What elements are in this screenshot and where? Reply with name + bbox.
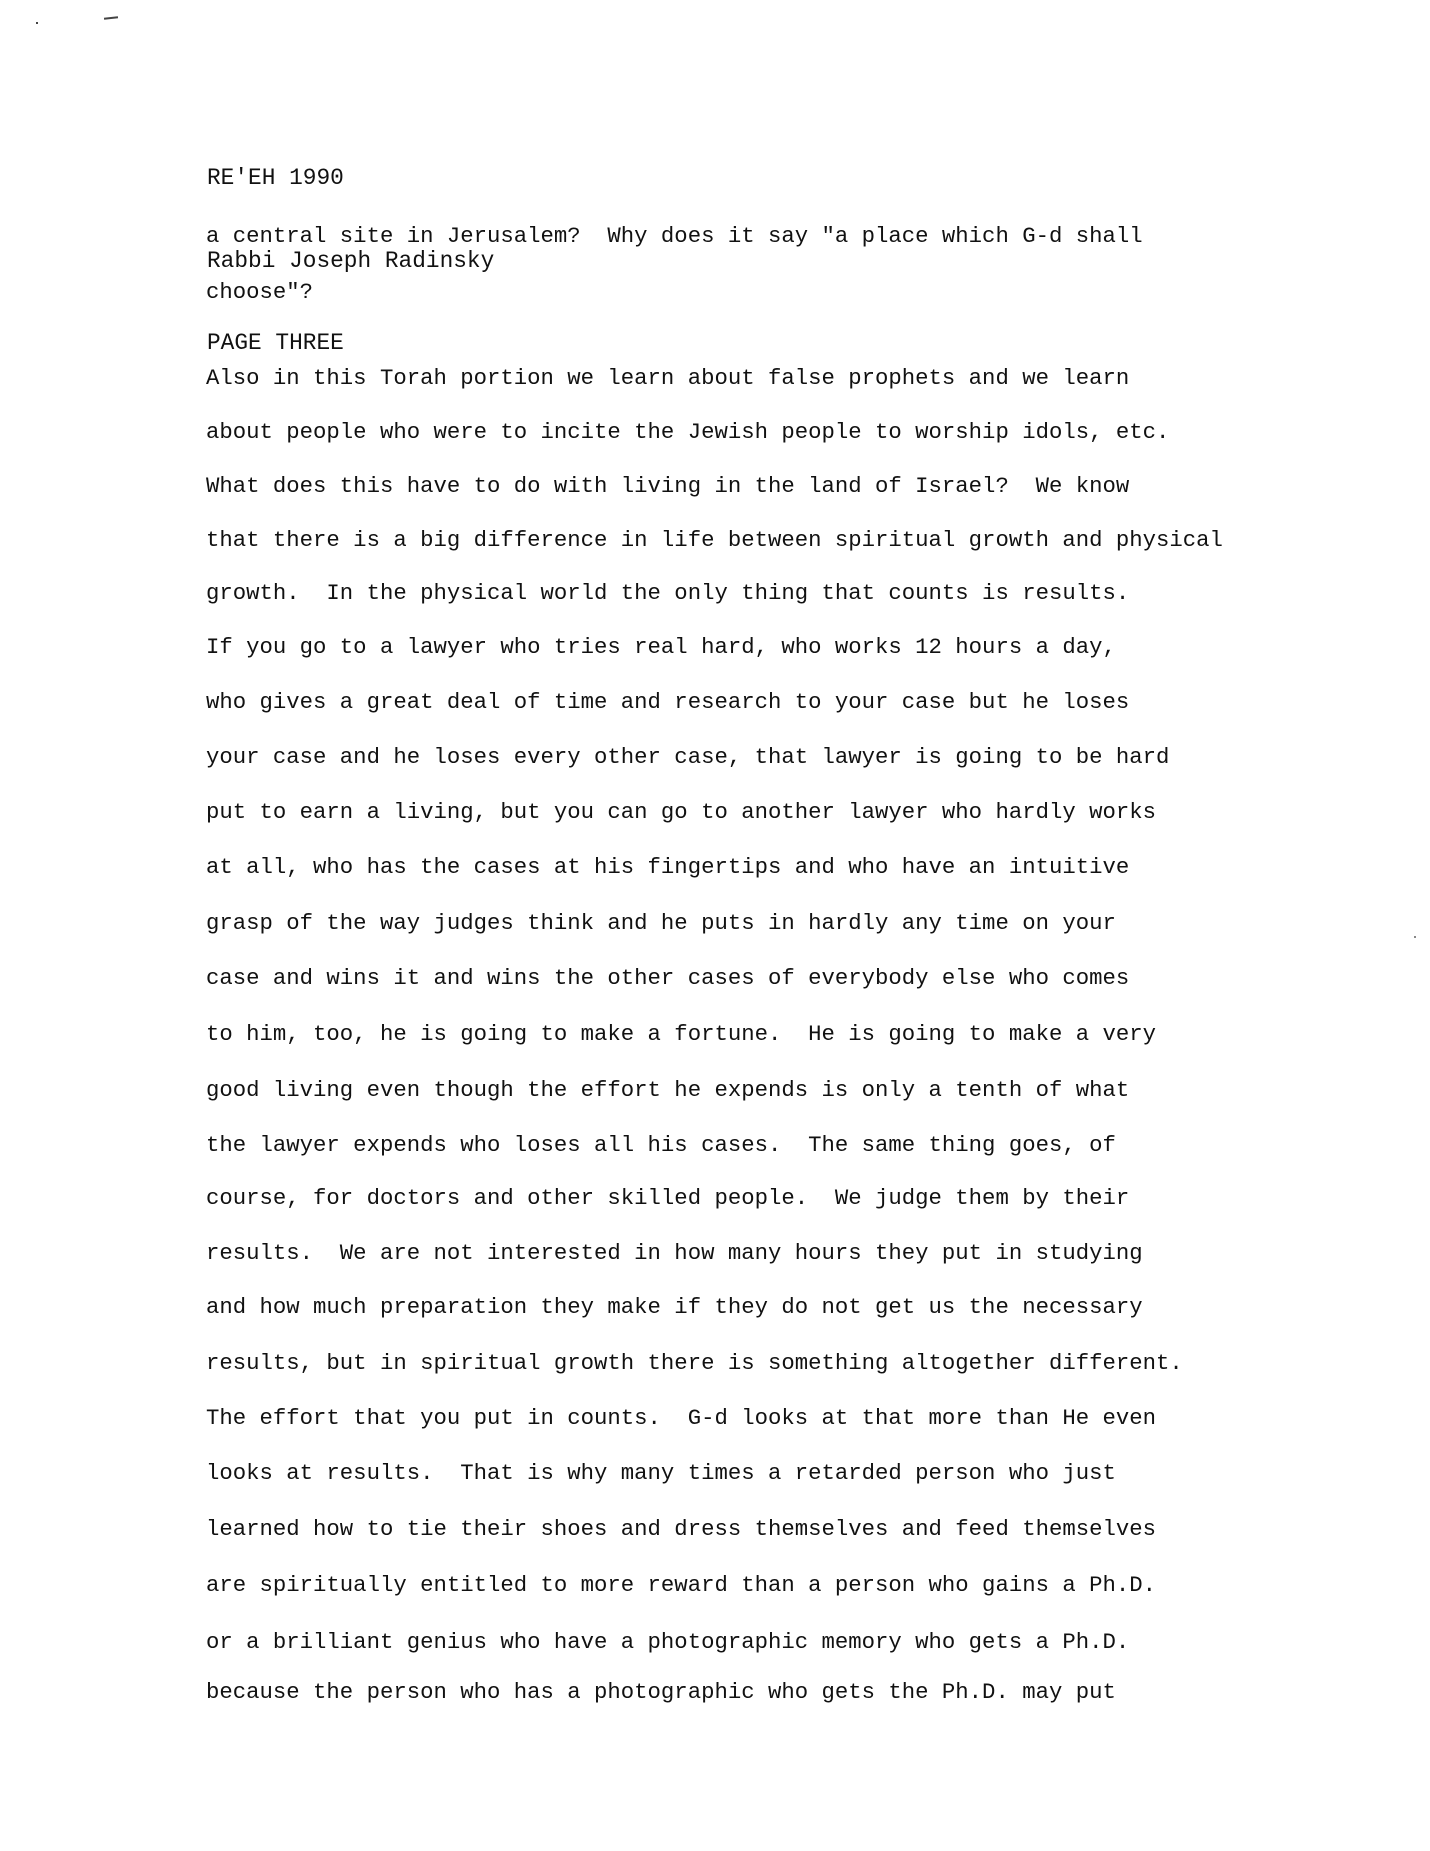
text-line: the lawyer expends who loses all his cases. The same thing goes, of xyxy=(206,1132,1116,1158)
text-line: are spiritually entitled to more reward than a person who gains a Ph.D. xyxy=(206,1572,1157,1598)
text-line: case and wins it and wins the other cases of everybody else who comes xyxy=(206,965,1130,991)
text-line: that there is a big difference in life between spiritual growth and physical xyxy=(206,527,1223,553)
text-line: at all, who has the cases at his fingertips and who have an intuitive xyxy=(206,854,1130,880)
text-line: good living even though the effort he expends is only a tenth of what xyxy=(206,1077,1130,1103)
text-line: course, for doctors and other skilled people. We judge them by their xyxy=(206,1185,1130,1211)
text-line: and how much preparation they make if they do not get us the necessary xyxy=(206,1294,1143,1320)
scan-artifact-dot xyxy=(36,22,38,24)
text-line: learned how to tie their shoes and dress themselves and feed themselves xyxy=(206,1516,1157,1542)
header-author: Rabbi Joseph Radinsky xyxy=(207,247,495,274)
text-line: The effort that you put in counts. G-d looks at that more than He even xyxy=(206,1405,1157,1431)
text-line: your case and he loses every other case, that lawyer is going to be hard xyxy=(206,744,1170,770)
header-page-label: PAGE THREE xyxy=(207,330,344,356)
text-line: or a brilliant genius who have a photographic memory who gets a Ph.D. xyxy=(206,1629,1130,1655)
scan-artifact-dot xyxy=(1414,936,1416,938)
text-line: What does this have to do with living in the land of Israel? We know xyxy=(206,473,1130,499)
text-line: Also in this Torah portion we learn about false prophets and we learn xyxy=(206,365,1130,391)
text-line: grasp of the way judges think and he puts in hardly any time on your xyxy=(206,910,1116,936)
text-line: put to earn a living, but you can go to another lawyer who hardly works xyxy=(206,799,1157,825)
text-line: results. We are not interested in how many hours they put in studying xyxy=(206,1240,1143,1266)
text-line: If you go to a lawyer who tries real hard, who works 12 hours a day, xyxy=(206,634,1116,660)
text-line: a central site in Jerusalem? Why does it say "a place which G-d shall xyxy=(206,223,1143,249)
header-title: RE'EH 1990 xyxy=(207,165,344,191)
text-line: about people who were to incite the Jewish people to worship idols, etc. xyxy=(206,419,1170,445)
text-line: results, but in spiritual growth there is something altogether different. xyxy=(206,1350,1183,1376)
text-line: to him, too, he is going to make a fortune. He is going to make a very xyxy=(206,1021,1157,1047)
text-line: who gives a great deal of time and research to your case but he loses xyxy=(206,689,1130,715)
text-line: because the person who has a photographic who gets the Ph.D. may put xyxy=(206,1679,1116,1705)
scan-artifact-dash xyxy=(104,16,118,19)
text-line: growth. In the physical world the only thing that counts is results. xyxy=(206,580,1130,606)
text-line: looks at results. That is why many times a retarded person who just xyxy=(206,1460,1116,1486)
text-line: choose"? xyxy=(206,279,314,305)
